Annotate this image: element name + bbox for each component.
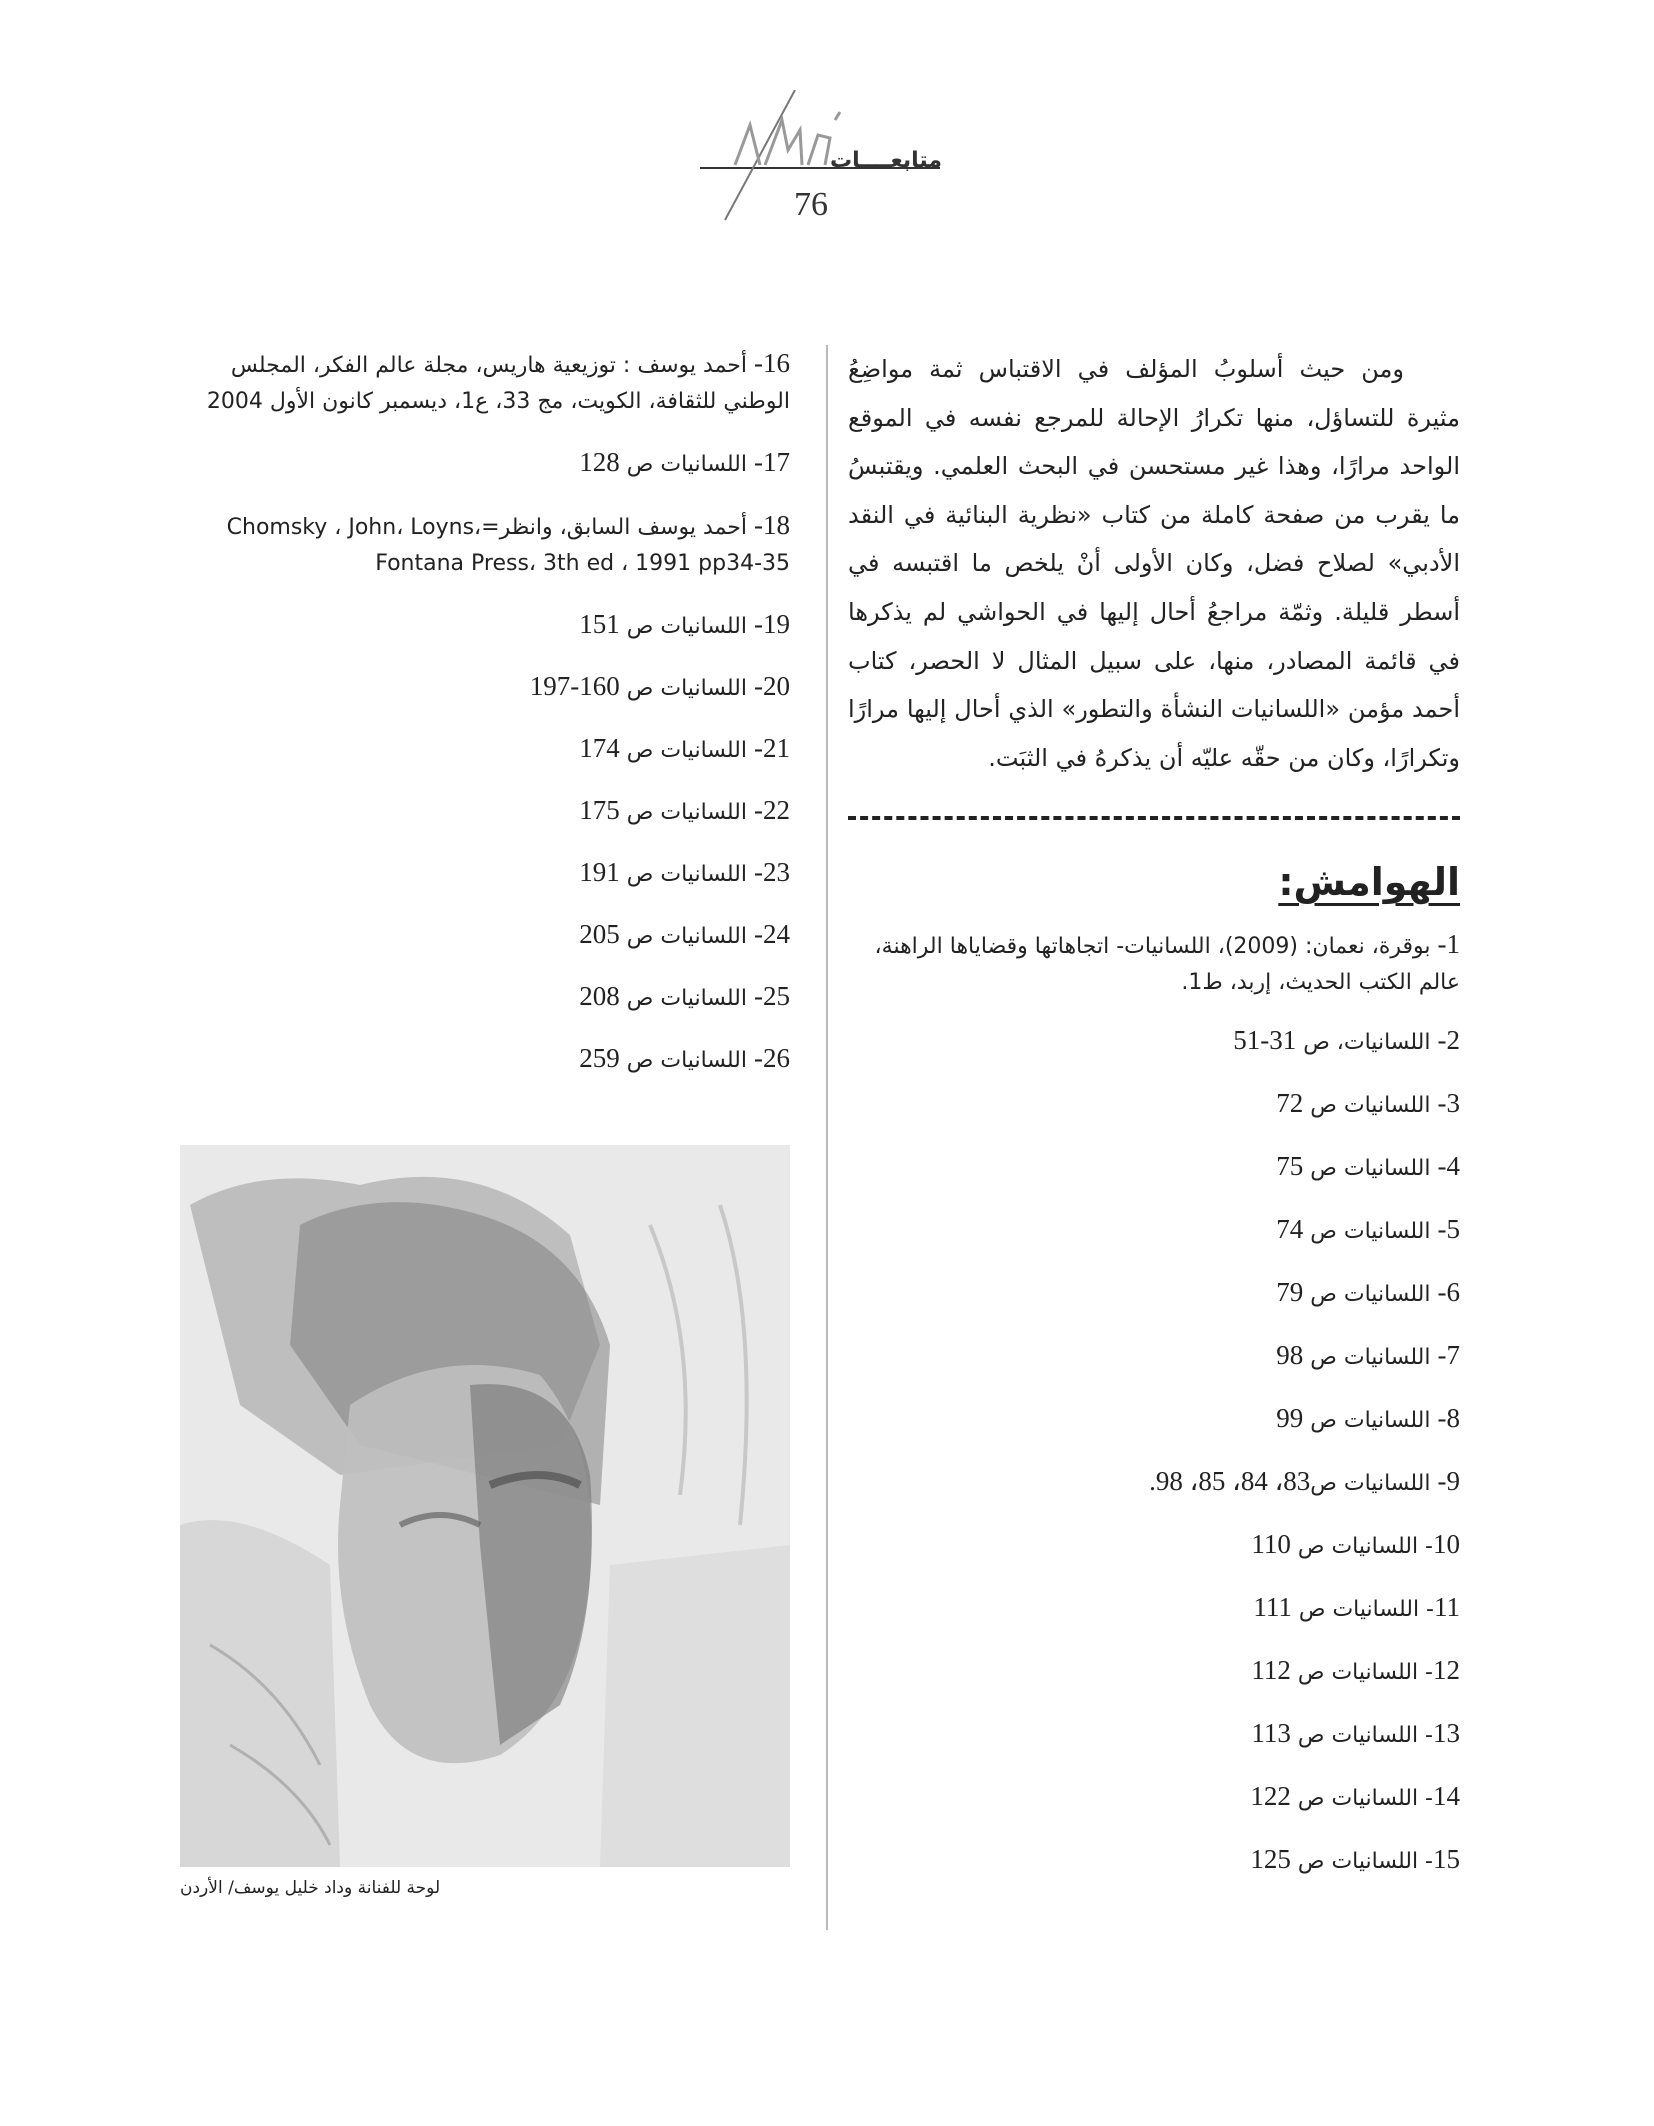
footnote-item: 11- اللسانيات ص 111 bbox=[1253, 1592, 1460, 1623]
footnote-item: 22- اللسانيات ص 175 bbox=[579, 795, 790, 825]
footnote-item: 8- اللسانيات ص 99 bbox=[1276, 1403, 1460, 1434]
section-label: متابعــــات bbox=[830, 148, 942, 173]
footnote-item: 1- بوقرة، نعمان: (2009)، اللسانيات- اتجاهاتها وقضاياها الراهنة، عالم الكتب الحديث، إربد، ط1. bbox=[874, 929, 1460, 996]
footnote-item: 20- اللسانيات ص 160-197 bbox=[529, 671, 790, 701]
footnote-item: 16- أحمد يوسف : توزيعية هاريس، مجلة عالم الفكر، المجلس الوطني للثقافة، الكويت، مج 33، ع1، ديسمبر كانون الأول 2004 bbox=[206, 348, 790, 414]
footnote-item: 25- اللسانيات ص 208 bbox=[579, 981, 790, 1011]
footnote-item: 9- اللسانيات ص83، 84، 85، 98. bbox=[1149, 1466, 1460, 1497]
footnote-item: 17- اللسانيات ص 128 bbox=[579, 447, 790, 477]
footnote-item: 19- اللسانيات ص 151 bbox=[579, 609, 790, 639]
footnote-item: 26- اللسانيات ص 259 bbox=[579, 1043, 790, 1073]
footnote-item: 23- اللسانيات ص 191 bbox=[579, 857, 790, 887]
footnote-item: 15- اللسانيات ص 125 bbox=[1250, 1844, 1460, 1875]
notes-heading: الهوامش: bbox=[1278, 860, 1460, 905]
footnote-item: 24- اللسانيات ص 205 bbox=[579, 919, 790, 949]
page-number: 76 bbox=[794, 186, 828, 223]
footnote-item: 2- اللسانيات، ص 31-51 bbox=[1233, 1025, 1460, 1056]
footnote-item: 21- اللسانيات ص 174 bbox=[579, 733, 790, 763]
footnote-item: 18- أحمد يوسف السابق، وانظر=،Chomsky ، John، Loyns Fontana Press، 3th ed ، 1991 pp34-35 bbox=[226, 510, 790, 576]
footnote-item: 7- اللسانيات ص 98 bbox=[1276, 1340, 1460, 1371]
painting-caption: لوحة للفنانة وداد خليل يوسف/ الأردن bbox=[180, 1878, 441, 1898]
right-column bbox=[848, 345, 1460, 1905]
footnotes-list-left bbox=[180, 345, 790, 1078]
footnotes-list-right bbox=[848, 926, 1460, 1879]
footnote-item: 10- اللسانيات ص 110 bbox=[1251, 1529, 1460, 1560]
portrait-painting-image bbox=[180, 1145, 790, 1867]
footnote-item: 13- اللسانيات ص 113 bbox=[1251, 1718, 1460, 1749]
footnote-item: 6- اللسانيات ص 79 bbox=[1276, 1277, 1460, 1308]
dashed-separator bbox=[848, 816, 1460, 820]
left-column bbox=[180, 345, 790, 1103]
column-divider bbox=[826, 345, 828, 1930]
footnote-item: 3- اللسانيات ص 72 bbox=[1276, 1088, 1460, 1119]
footnote-item: 4- اللسانيات ص 75 bbox=[1276, 1151, 1460, 1182]
page-header bbox=[690, 90, 950, 240]
body-paragraph: ومن حيث أسلوبُ المؤلف في الاقتباس ثمة مواضِعُ مثيرة للتساؤل، منها تكرارُ الإحالة للمرجع نفسه في الموقع الواحد مرارًا، وهذا غير مستحسن في البحث العلمي. ويقتبسُ ما يقرب من صفحة كاملة من كتاب «نظرية البنائية في النقد الأدبي» لصلاح فضل، وكان الأولى أنْ يلخص ما اقتبسه في أسطر قليلة. وثمّة مراجعُ أحال إليها في الحواشي لم يذكرها في قائمة المصادر، منها، على سبيل المثال لا الحصر، كتاب أحمد مؤمن «اللسانيات النشأة والتطور» الذي أحال إليها مرارًا وتكرارًا، وكان من حقّه عليّه أن يذكرهُ في الثبَت. bbox=[848, 355, 1460, 772]
footnote-item: 12- اللسانيات ص 112 bbox=[1251, 1655, 1460, 1686]
portrait-painting bbox=[180, 1145, 790, 1867]
footnote-item: 5- اللسانيات ص 74 bbox=[1276, 1214, 1460, 1245]
footnote-item: 14- اللسانيات ص 122 bbox=[1250, 1781, 1460, 1812]
